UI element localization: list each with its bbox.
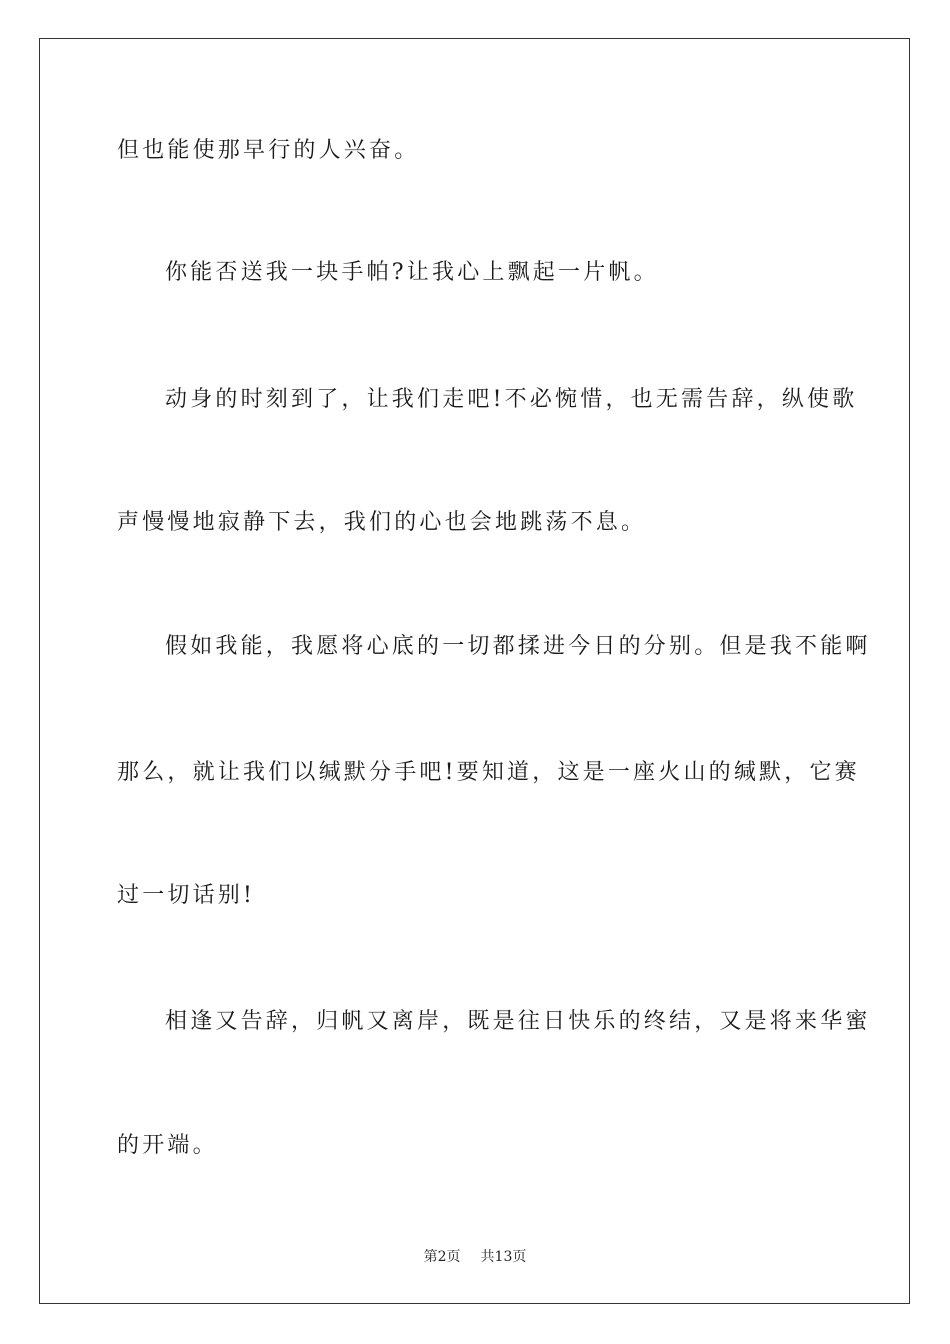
text-line: 的开端。	[117, 1133, 218, 1158]
text-line: 那么，就让我们以缄默分手吧!要知道，这是一座火山的缄默，它赛	[117, 760, 860, 785]
text-line: 过一切话别!	[117, 883, 256, 908]
text-line: 声慢慢地寂静下去，我们的心也会地跳荡不息。	[117, 510, 647, 535]
text-line: 你能否送我一块手帕?让我心上飘起一片帆。	[165, 260, 659, 285]
text-line: 但也能使那早行的人兴奋。	[117, 138, 420, 163]
page-footer	[0, 1247, 950, 1267]
text-line: 动身的时刻到了，让我们走吧!不必惋惜，也无需告辞，纵使歌	[165, 387, 858, 412]
text-line: 假如我能，我愿将心底的一切都揉进今日的分别。但是我不能啊	[165, 634, 871, 659]
page-border	[39, 38, 910, 1304]
page-number: 第2页	[423, 1249, 461, 1265]
text-line: 相逢又告辞，归帆又离岸，既是往日快乐的终结，又是将来华蜜	[165, 1009, 871, 1034]
page-total: 共13页	[480, 1249, 527, 1265]
